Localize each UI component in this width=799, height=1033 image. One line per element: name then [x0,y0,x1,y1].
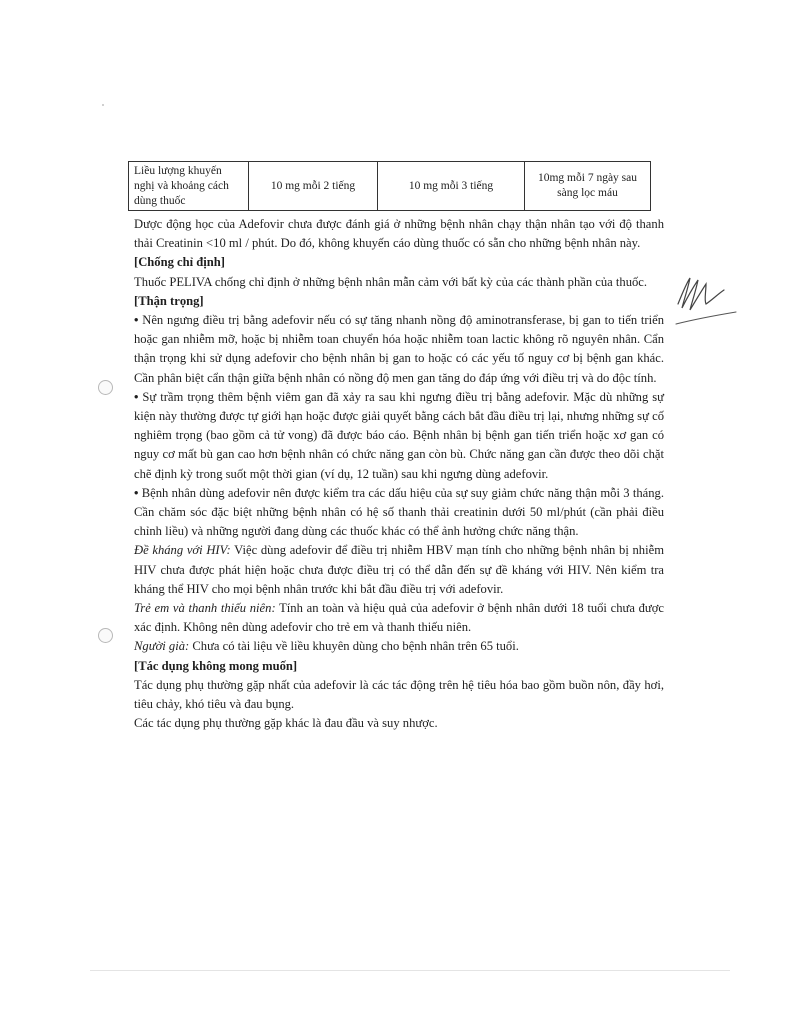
hiv-resistance-label: Đề kháng với HIV: [134,543,231,558]
table-cell: 10 mg mỗi 2 tiếng [249,162,378,211]
children-text: Tính an toàn và hiệu quả của adefovir ở bệnh nhân dưới 18 tuổi chưa được xác định. Không nên dùng adefovir cho trẻ em và thanh thiếu niên. [134,601,664,635]
precaution-bullet [134,388,664,484]
contraindications-heading: [Chống chỉ định] [134,255,225,270]
table-cell: 10 mg mỗi 3 tiếng [378,162,525,211]
document-body [134,215,664,733]
table-row-label: Liều lượng khuyến nghị và khoảng cách dùng thuốc [129,162,249,211]
table-row [129,162,651,211]
bullet-text: Nên ngưng điều trị bằng adefovir nếu có sự tăng nhanh nồng độ aminotransferase, bị gan to tiến triển hoặc gan nhiễm mỡ, hoặc bị nhiễm toan chuyển hóa hoặc nhiễm toan lactic không rõ nguyên nhân. Cẩn thận trọng khi sử dụng adefovir cho bệnh nhân bị gan to hoặc có các yếu tố nguy cơ bị bệnh gan khác. Cần phân biệt cẩn thận giữa bệnh nhân có nồng độ men gan tăng do đáp ứng với điều trị và do độc tính. [134,313,664,385]
signature-icon [672,272,742,332]
bullet-text: Sự trầm trọng thêm bệnh viêm gan đã xảy ra sau khi ngưng điều trị bằng adefovir. Mặc dù những sự kiện này thường được tự giới hạn hoặc được giải quyết bằng cách bắt đầu điều trị lại, nhưng những sự cố nghiêm trọng (bao gồm cả tử vong) đã được báo cáo. Bệnh nhân bị bệnh gan tiến triển hoặc xơ gan có nguy cơ mất bù gan cao hơn bệnh nhân có chức năng gan còn bù. Chức năng gan cần được theo dõi chặt chẽ định kỳ trong suốt một thời gian (ví dụ, 12 tuần) sau khi ngưng dùng adefovir. [134,389,664,481]
precaution-bullet [134,484,664,542]
punch-hole-icon [98,628,113,643]
children-paragraph [134,599,664,637]
hiv-resistance-paragraph [134,541,664,599]
bullet-icon: • [134,389,139,404]
bullet-icon: • [134,313,139,328]
pharmacokinetics-paragraph: Dược động học của Adefovir chưa được đánh giá ở những bệnh nhân chạy thận nhân tạo với độ thanh thải Creatinin <10 ml / phút. Do đó, không khuyến cáo dùng thuốc có sẵn cho những bệnh nhân này. [134,217,664,251]
bullet-text: Bệnh nhân dùng adefovir nên được kiểm tra các dấu hiệu của sự suy giảm chức năng thận mỗi 3 tháng. Cần chăm sóc đặc biệt những bệnh nhân có hệ số thanh thải creatinin dưới 50 ml/phút (cần phải điều chỉnh liều) và những người đang dùng các thuốc khác có thể ảnh hưởng chức năng thận. [134,485,664,539]
hiv-resistance-text: Việc dùng adefovir để điều trị nhiễm HBV mạn tính cho những bệnh nhân bị nhiễm HIV chưa được phát hiện hoặc chưa được điều trị có thể dẫn đến sự đề kháng với HIV. Nên kiểm tra kháng thể HIV cho mọi bệnh nhân trước khi bắt đầu điều trị với adefovir. [134,543,664,596]
precautions-heading: [Thận trọng] [134,293,204,308]
children-label: Trẻ em và thanh thiếu niên: [134,601,276,616]
punch-hole-icon [98,380,113,395]
contraindications-paragraph: Thuốc PELIVA chống chỉ định ở những bệnh nhân mẫn cảm với bất kỳ của các thành phần của thuốc. [134,274,648,289]
side-effects-paragraph: Các tác dụng phụ thường gặp khác là đau đầu và suy nhược. [134,716,438,731]
page-bottom-rule [90,970,730,971]
side-effects-heading: [Tác dụng không mong muốn] [134,658,298,673]
scan-speck [102,104,104,106]
bullet-icon: • [134,485,139,500]
table-cell: 10mg mỗi 7 ngày sau sàng lọc máu [525,162,651,211]
elderly-text: Chưa có tài liệu về liều khuyên dùng cho bệnh nhân trên 65 tuổi. [189,639,519,654]
precaution-bullet [134,311,664,388]
dosage-table [128,161,651,211]
elderly-paragraph [134,637,664,656]
side-effects-paragraph: Tác dụng phụ thường gặp nhất của adefovir là các tác động trên hệ tiêu hóa bao gồm buồn nôn, đầy hơi, tiêu chảy, khó tiêu và đau bụng. [134,677,664,712]
elderly-label: Người già: [134,639,190,654]
